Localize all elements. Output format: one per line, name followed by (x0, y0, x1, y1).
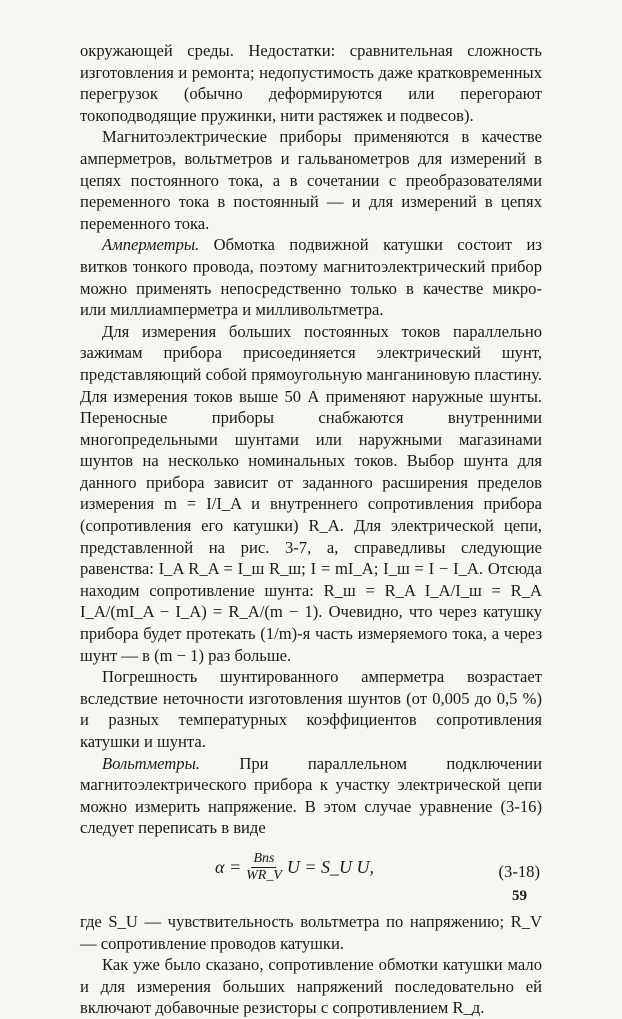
formula-expression (215, 851, 374, 884)
paragraph-5: Погрешность шунтированного амперметра возрастает вследствие неточности изготовления шунтов (от 0,005 до 0,5 %) и разных температурных коэффициентов сопротивления катушки и шунта. (80, 667, 542, 751)
paragraph-3-text: Обмотка подвижной катушки состоит из витков тонкого провода, поэтому магнитоэлектрический прибор можно применять непосредственно только в качестве микро- или миллиамперметра и милливольтметра. (80, 235, 542, 320)
paragraph-voltmeters (80, 753, 542, 839)
body-text (80, 40, 542, 1019)
formula-rhs: U = S_U U, (286, 856, 375, 877)
formula-denominator: WR_V (246, 867, 282, 883)
formula-3-18 (80, 847, 542, 901)
paragraph-ammeters (80, 234, 542, 320)
heading-ammeters: Амперметры. (102, 235, 200, 255)
paragraph-8: Как уже было сказано, сопротивление обмотки катушки мало и для измерения больших напряжений последовательно ей включают добавочные резисторы с сопротивлением R_д. (80, 955, 542, 1018)
paragraph-7: где S_U — чувствительность вольтметра по напряжению; R_V — сопротивление проводов катушки. (80, 911, 542, 953)
paragraph-6-text: При параллельном подключении магнитоэлектрического прибора к участку электрической цепи можно измерить напряжение. В этом случае уравнение (3-16) следует переписать в виде (80, 753, 542, 838)
formula-lhs: α = (215, 856, 242, 877)
page-number: 59 (512, 888, 527, 904)
formula-fraction (244, 851, 284, 884)
heading-voltmeters: Вольтметры. (102, 753, 200, 773)
paragraph-1: окружающей среды. Недостатки: сравнительная сложность изготовления и ремонта; недопустимость даже кратковременных перегрузок (обычно деформируются или перегорают токоподводящие пружинки, нити растяжек и подвесов). (80, 41, 542, 125)
formula-numerator: Bns (253, 850, 275, 866)
paragraph-4: Для измерения больших постоянных токов параллельно зажимам прибора присоединяется электрический шунт, представляющий собой прямоугольную манганиновую пластину. Для измерения токов выше 50 А применяют наружные шунты. Переносные приборы снабжаются внутренними многопредельными шунтами или наружными магазинами шунтов на несколько номинальных токов. Выбор шунта для данного прибора зависит от заданного расширения пределов измерения m = I/I_A и внутреннего сопротивления прибора (сопротивления его катушки) R_A. Для электрической цепи, представленной на рис. 3-7, а, справедливы следующие равенства: I_A R_A = I_ш R_ш; I = mI_A; I_ш = I − I_A. Отсюда находим сопротивление шунта: R_ш = R_A I_A/I_ш = R_A I_A/(mI_A − I_A) = R_A/(m − 1). Очевидно, что через катушку прибора будет протекать (1/m)-я часть измеряемого тока, а через шунт — в (m − 1) раз больше. (80, 321, 542, 665)
paragraph-2: Магнитоэлектрические приборы применяются в качестве амперметров, вольтметров и гальванометров для измерений в цепях постоянного тока, а в сочетании с преобразователями переменного тока в постоянный — и для измерений в цепях переменного тока. (80, 127, 542, 233)
formula-number: (3-18) (498, 861, 540, 881)
